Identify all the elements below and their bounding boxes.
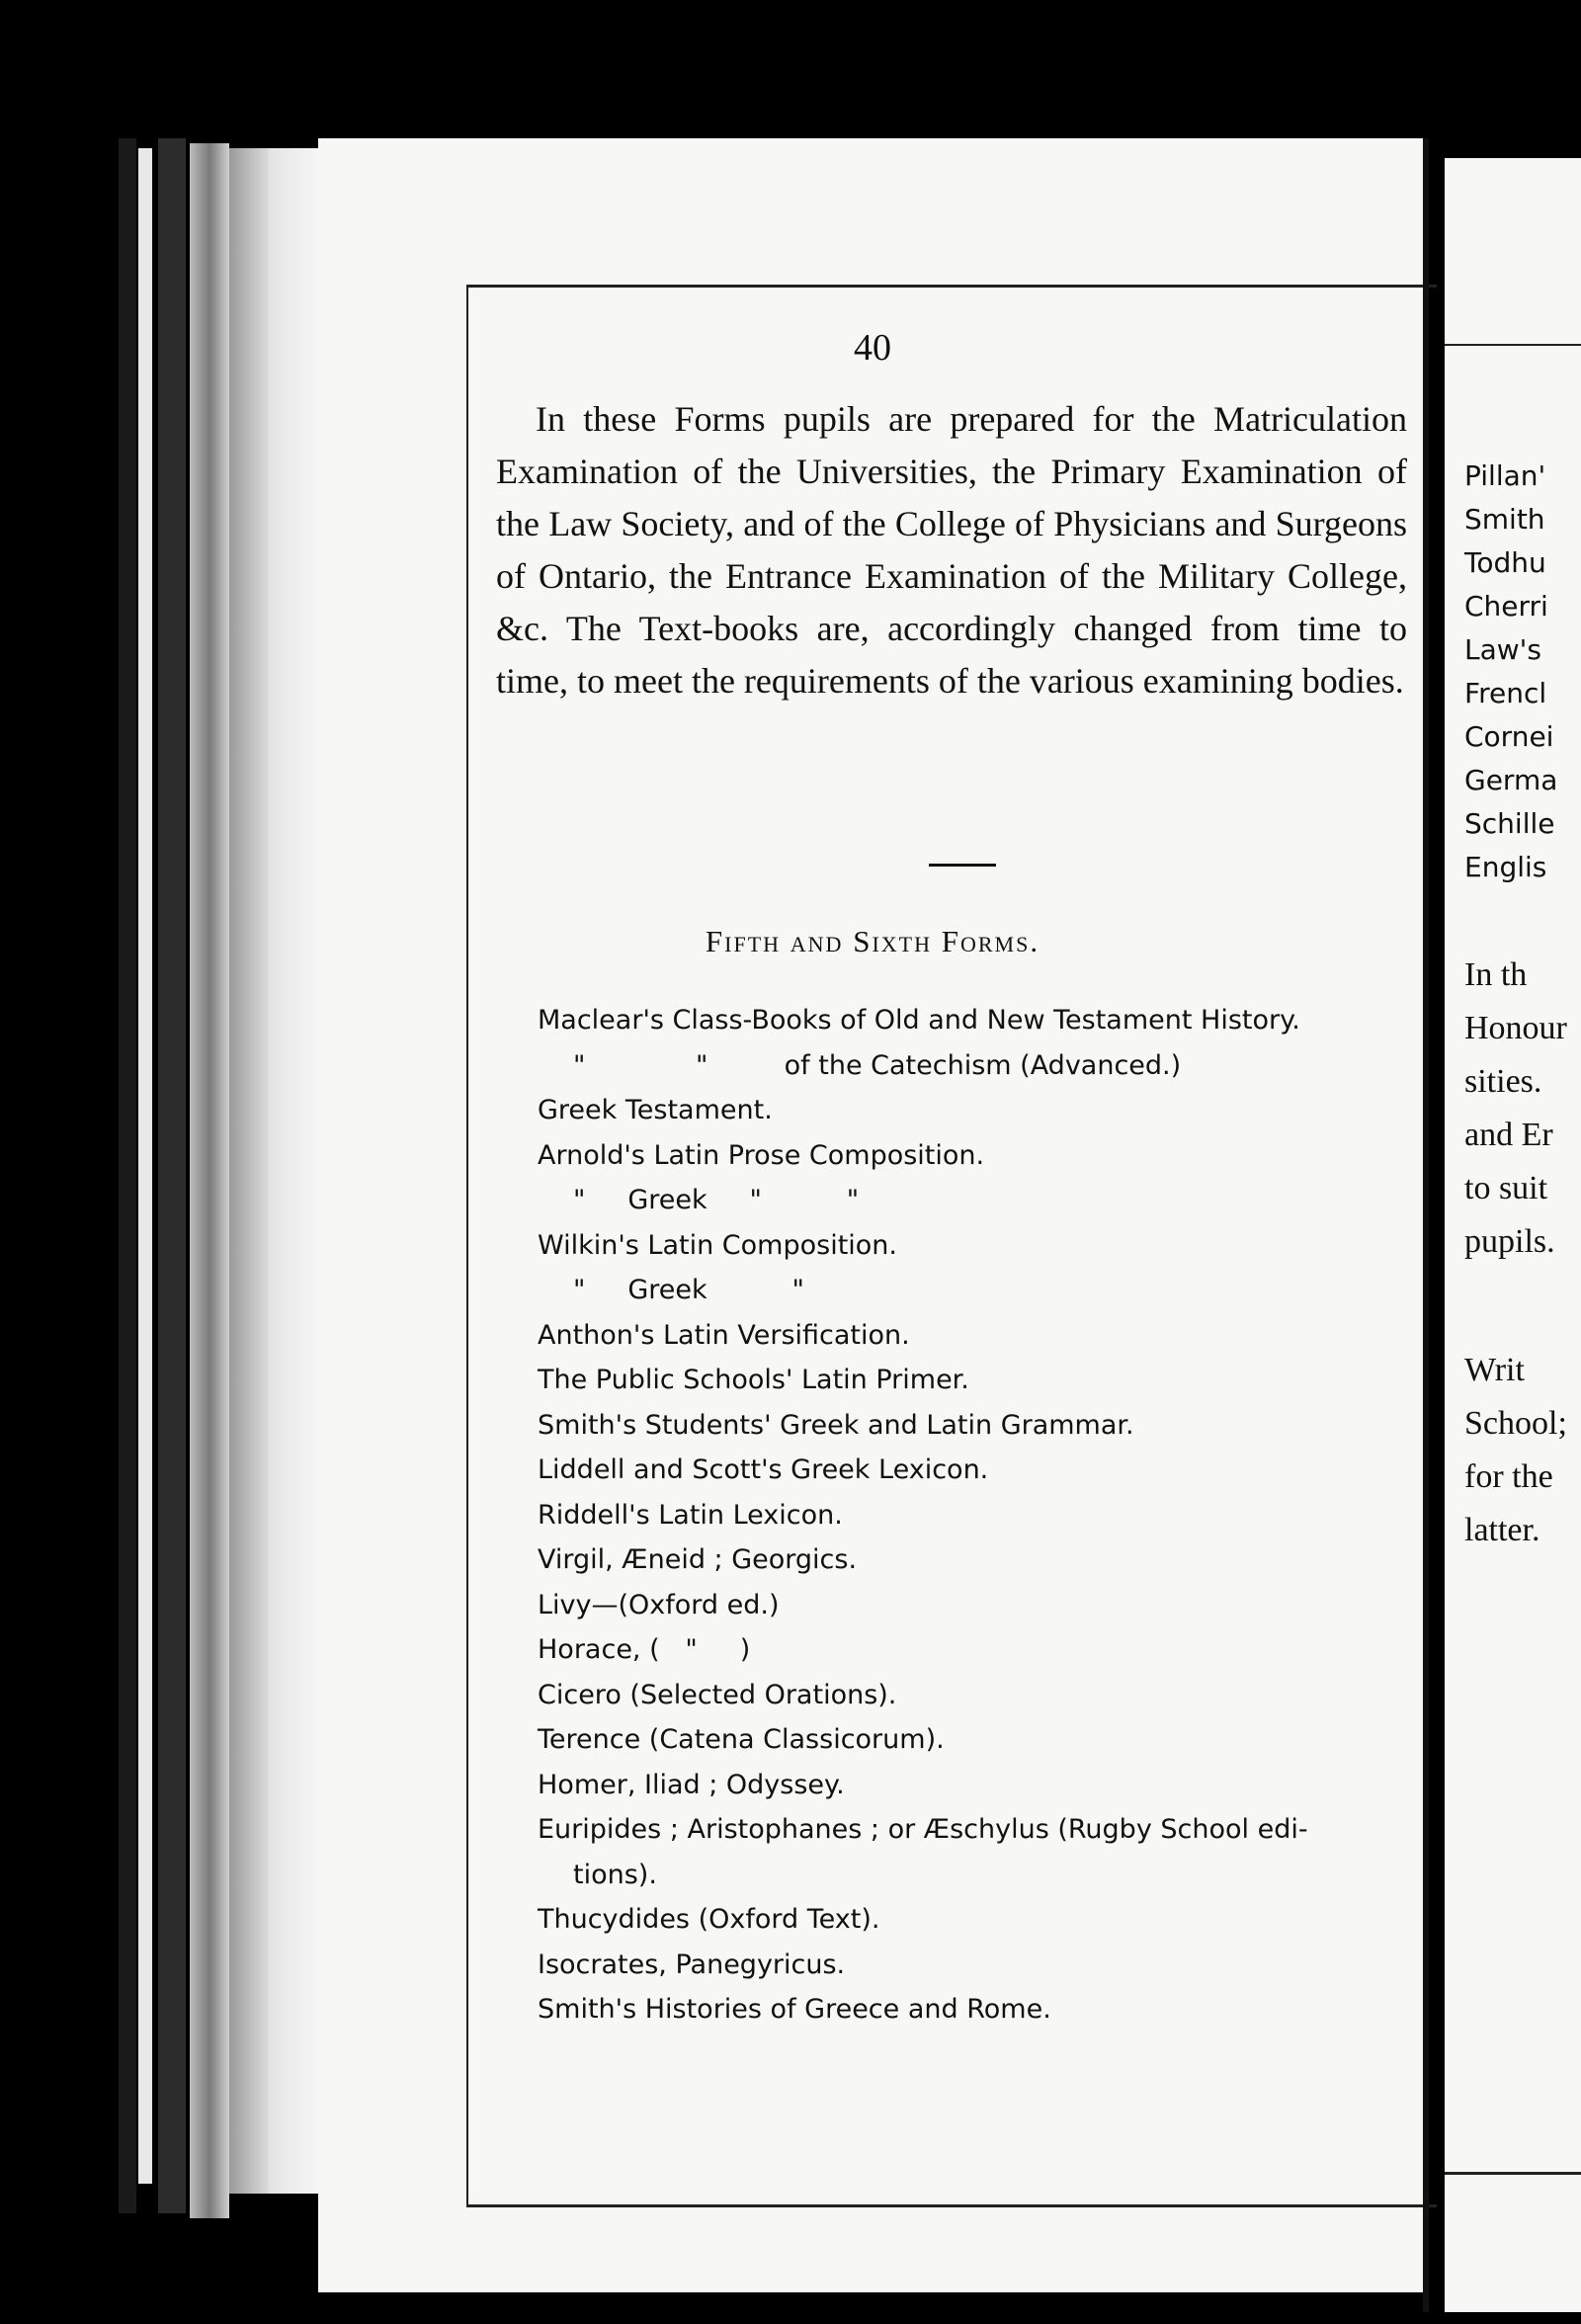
list-item: Liddell and Scott's Greek Lexicon. <box>538 1454 989 1485</box>
list-item: " Greek " <box>573 1275 804 1305</box>
list-item: Arnold's Latin Prose Composition. <box>538 1139 985 1171</box>
list-item: Homer, Iliad ; Odyssey. <box>538 1769 845 1800</box>
list-item: Maclear's Class-Books of Old and New Testament History. <box>538 1005 1300 1036</box>
text-fragment: Cherri <box>1464 590 1548 622</box>
text-fragment: latter. <box>1464 1512 1540 1548</box>
text-fragment: Germa <box>1464 764 1558 796</box>
text-fragment: Honour <box>1464 1010 1567 1046</box>
page-number: 40 <box>854 327 891 369</box>
list-item: " Greek " " <box>573 1185 860 1215</box>
page-frame-right-edge <box>1423 138 1429 2312</box>
text-fragment: sities. <box>1464 1063 1542 1100</box>
list-item: Anthon's Latin Versification. <box>538 1319 910 1351</box>
list-item: " " of the Catechism (Advanced.) <box>573 1049 1182 1081</box>
book-edge <box>269 148 318 2194</box>
text-fragment: School; <box>1464 1405 1567 1442</box>
list-item: The Public Schools' Latin Primer. <box>538 1365 969 1395</box>
text-fragment: Frencl <box>1464 677 1547 709</box>
list-item: Virgil, Æneid ; Georgics. <box>538 1544 858 1575</box>
next-page-list <box>1464 455 1557 889</box>
text-fragment: for the <box>1464 1458 1553 1495</box>
list-item: Riddell's Latin Lexicon. <box>538 1499 843 1531</box>
text-fragment: Englis <box>1464 851 1547 883</box>
text-fragment: Todhu <box>1464 546 1546 579</box>
list-item: Euripides ; Aristophanes ; or Æschylus (Rugby School edi- <box>538 1814 1308 1845</box>
section-heading: Fifth and Sixth Forms. <box>705 924 1040 958</box>
textbook-list <box>538 998 1407 2033</box>
text-fragment: In th <box>1464 956 1528 993</box>
text-fragment: Pillan' <box>1464 459 1546 492</box>
book-edge <box>229 148 269 2194</box>
text-fragment: Law's <box>1464 633 1541 666</box>
list-item: Smith's Histories of Greece and Rome. <box>538 1994 1051 2025</box>
text-fragment: pupils. <box>1464 1223 1555 1260</box>
book-edge <box>158 138 186 2213</box>
next-page-paragraph <box>1464 949 1567 1269</box>
section-divider <box>929 864 996 867</box>
next-page-top-rule <box>1445 344 1581 346</box>
text-fragment: to suit <box>1464 1170 1548 1206</box>
list-item: Livy—(Oxford ed.) <box>538 1589 780 1620</box>
text-fragment: Schille <box>1464 807 1555 840</box>
book-edge <box>119 138 136 2213</box>
list-item: Horace, ( " ) <box>538 1634 751 1665</box>
book-edge <box>190 143 229 2218</box>
text-fragment: Writ <box>1464 1352 1525 1388</box>
list-item: Thucydides (Oxford Text). <box>538 1904 880 1935</box>
text-fragment: Smith <box>1464 503 1545 536</box>
list-item: Terence (Catena Classicorum). <box>538 1724 945 1755</box>
intro-paragraph: In these Forms pupils are prepared for the Matriculation Examination of the Universities, the Primary Examination of the Law Society, and of the College of Physicians and Surgeons of Ontario, the Entrance Examination of the Military College, &c. The Text-books are, accordingly changed from time to time, to meet the requirements of the various examining bodies. <box>496 399 1407 701</box>
book-edge <box>138 148 152 2184</box>
book-page <box>318 138 1427 2292</box>
list-item: tions). <box>573 1859 657 1890</box>
list-item: Wilkin's Latin Composition. <box>538 1229 897 1261</box>
next-page-bottom-rule <box>1445 2172 1581 2175</box>
next-page-paragraph <box>1464 1344 1567 1557</box>
next-page <box>1445 158 1581 2312</box>
list-item: Smith's Students' Greek and Latin Grammar. <box>538 1409 1134 1441</box>
list-item: Greek Testament. <box>538 1095 773 1125</box>
text-fragment: and Er <box>1464 1117 1553 1153</box>
list-item: Cicero (Selected Orations). <box>538 1679 897 1710</box>
list-item: Isocrates, Panegyricus. <box>538 1949 846 1980</box>
text-fragment: Cornei <box>1464 720 1554 753</box>
